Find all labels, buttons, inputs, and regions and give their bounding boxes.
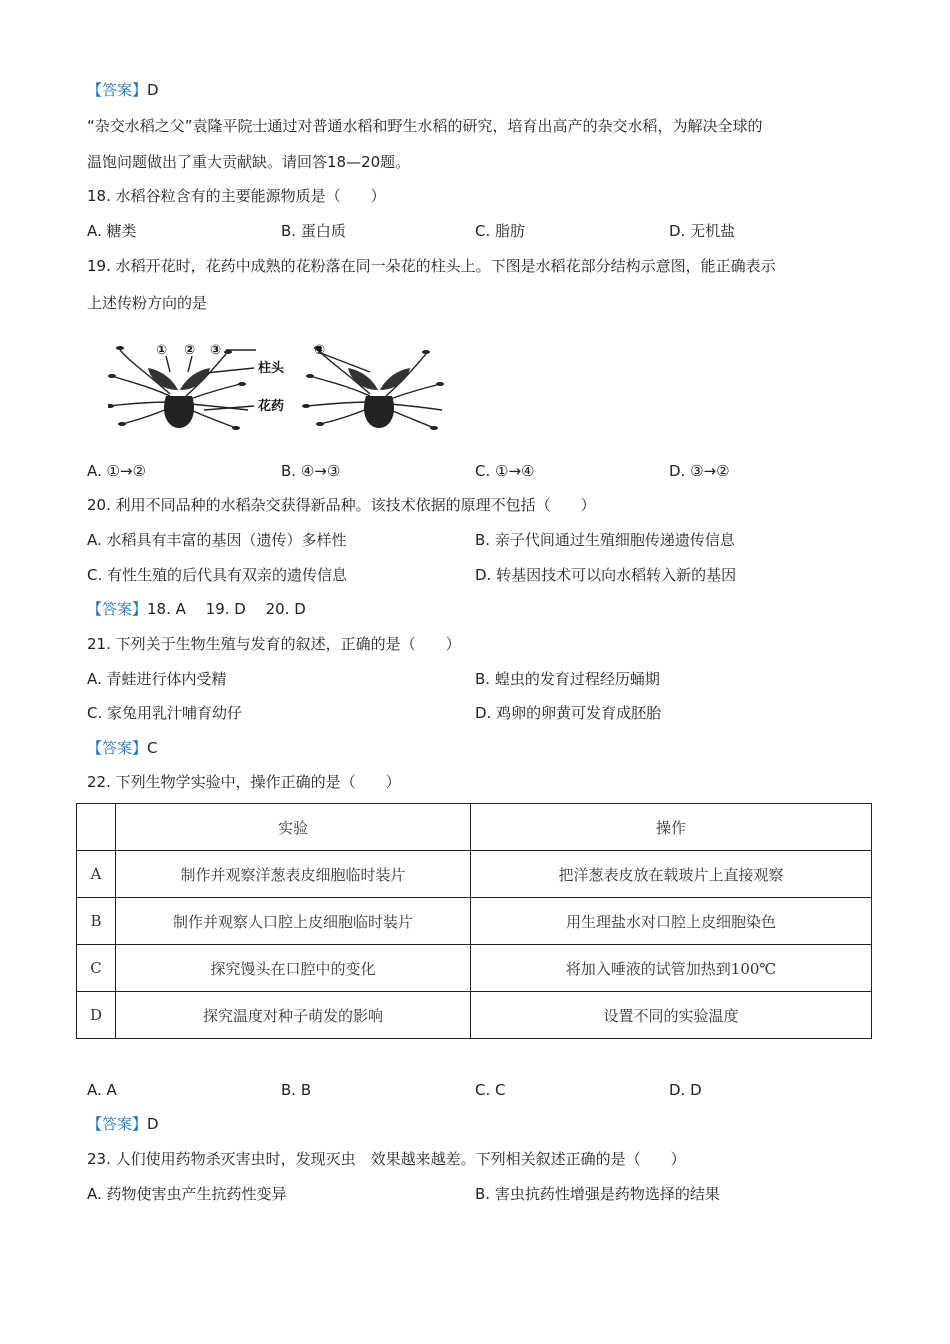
answer-value: D [147,1115,159,1133]
table-row [77,898,872,945]
answer-line-21 [87,738,158,758]
q22-option-d: D. D [669,1081,702,1099]
q21-option-b: B. 蝗虫的发育过程经历蛹期 [475,670,660,688]
table-cell: B [77,898,116,945]
question-18-stem: 18. 水稻谷粒含有的主要能源物质是（ ） [87,187,386,205]
question-19-stem-1: 19. 水稻开花时，花药中成熟的花粉落在同一朵花的柱头上。下图是水稻花部分结构示意图，能正确表示 [87,257,776,275]
answer-tag: 【答案】 [87,739,148,757]
q23-option-a: A. 药物使害虫产生抗药性变异 [87,1185,287,1203]
q18-option-c: C. 脂肪 [475,222,526,240]
intro-line-1: “杂交水稻之父”袁隆平院士通过对普通水稻和野生水稻的研究，培育出高产的杂交水稻，为解决全球的 [87,117,763,135]
answer-value: C [147,739,158,757]
answer-line-17 [87,80,159,100]
intro-line-2: 温饱问题做出了重大贡献缺。请回答18—20题。 [87,153,411,171]
q20-option-a: A. 水稻具有丰富的基因（遗传）多样性 [87,531,347,549]
figure-label-2: ② [184,343,196,358]
answer-line-22 [87,1114,159,1134]
table-cell: 探究馒头在口腔中的变化 [116,945,471,992]
table-row [77,945,872,992]
rice-flower-figure [108,324,444,432]
q21-option-c: C. 家兔用乳汁哺育幼仔 [87,704,243,722]
table-header-cell [77,804,116,851]
q22-option-b: B. B [281,1081,312,1099]
table-cell: 设置不同的实验温度 [471,992,872,1039]
table-header-cell: 操作 [471,804,872,851]
question-19-stem-2: 上述传粉方向的是 [87,294,208,312]
table-cell: 把洋葱表皮放在载玻片上直接观察 [471,851,872,898]
answer-line-18-20 [87,599,306,619]
experiment-table [76,803,872,1039]
table-cell: D [77,992,116,1039]
question-20-stem: 20. 利用不同品种的水稻杂交获得新品种。该技术依据的原理不包括（ ） [87,496,596,514]
table-cell: 探究温度对种子萌发的影响 [116,992,471,1039]
figure-label-3: ③ [210,343,222,358]
q19-option-d: D. ③→② [669,462,730,480]
answer-tag: 【答案】 [87,1115,148,1133]
table-header-row [77,804,872,851]
table-row [77,851,872,898]
table-header-cell: 实验 [116,804,471,851]
q19-option-b: B. ④→③ [281,462,341,480]
figure-label-4: ④ [314,343,326,358]
table-cell: A [77,851,116,898]
q20-option-b: B. 亲子代间通过生殖细胞传递遗传信息 [475,531,735,549]
question-21-stem: 21. 下列关于生物生殖与发育的叙述，正确的是（ ） [87,635,461,653]
answer-value: 18. A 19. D 20. D [147,600,306,618]
table-cell: 将加入唾液的试管加热到100℃ [471,945,872,992]
table-cell: 制作并观察洋葱表皮细胞临时装片 [116,851,471,898]
table-row [77,992,872,1039]
answer-tag: 【答案】 [87,81,148,99]
q20-option-c: C. 有性生殖的后代具有双亲的遗传信息 [87,566,348,584]
q19-option-c: C. ①→④ [475,462,535,480]
q23-option-b: B. 害虫抗药性增强是药物选择的结果 [475,1185,720,1203]
q21-option-d: D. 鸡卵的卵黄可发育成胚胎 [475,704,662,722]
question-23-stem: 23. 人们使用药物杀灭害虫时，发现灭虫 效果越来越差。下列相关叙述正确的是（ ） [87,1150,686,1168]
q18-option-b: B. 蛋白质 [281,222,346,240]
q19-option-a: A. ①→② [87,462,146,480]
q21-option-a: A. 青蛙进行体内受精 [87,670,227,688]
figure-label-anther: 花药 [258,399,285,414]
table-cell: 用生理盐水对口腔上皮细胞染色 [471,898,872,945]
table-cell: C [77,945,116,992]
question-22-stem: 22. 下列生物学实验中，操作正确的是（ ） [87,773,401,791]
q22-option-c: C. C [475,1081,506,1099]
q18-option-d: D. 无机盐 [669,222,736,240]
figure-label-stigma: 柱头 [258,361,285,376]
q18-option-a: A. 糖类 [87,222,137,240]
figure-label-1: ① [156,343,168,358]
q22-option-a: A. A [87,1081,117,1099]
q20-option-d: D. 转基因技术可以向水稻转入新的基因 [475,566,737,584]
answer-tag: 【答案】 [87,600,148,618]
table-cell: 制作并观察人口腔上皮细胞临时装片 [116,898,471,945]
answer-value: D [147,81,159,99]
rice-flower-diagram [108,324,444,432]
